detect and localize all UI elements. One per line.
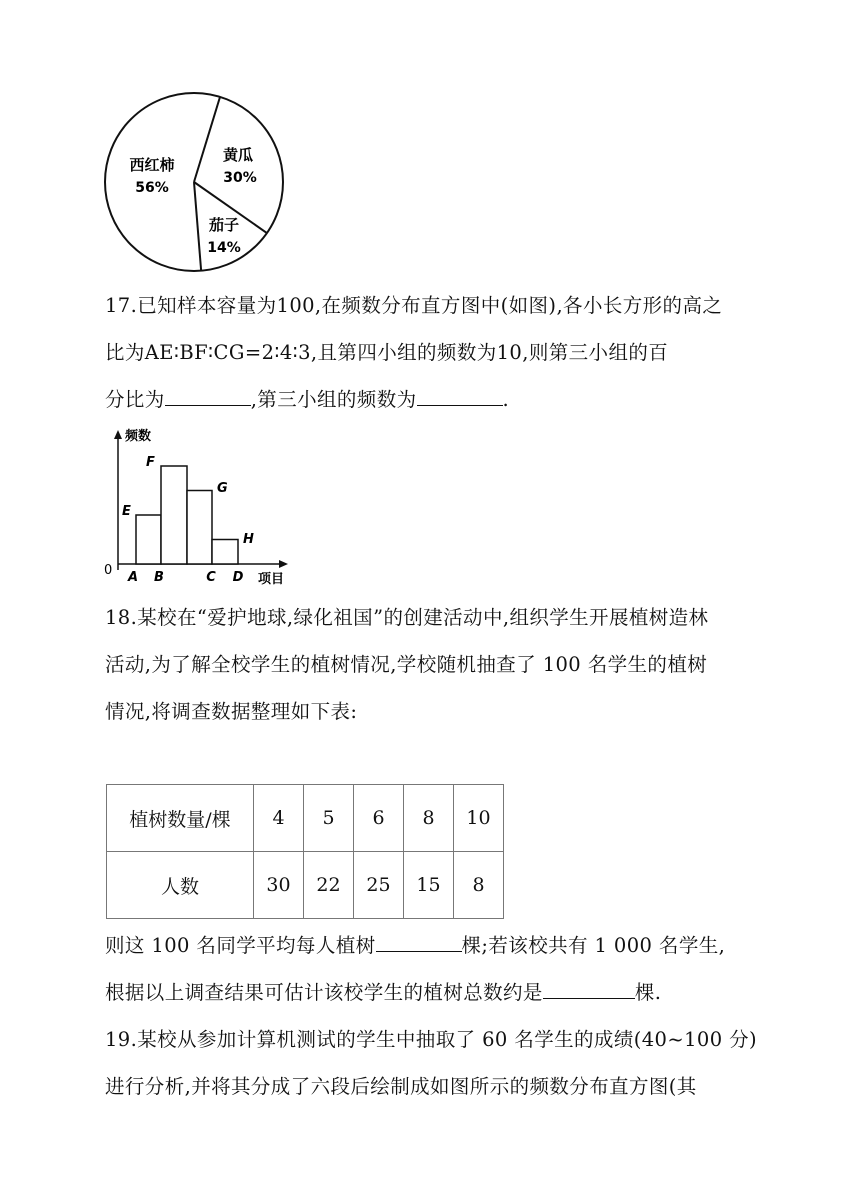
question-19 — [105, 1016, 795, 1110]
q19-line-1: 19.某校从参加计算机测试的学生中抽取了 60 名学生的成绩(40~100 分) — [105, 1028, 758, 1051]
q18-line-2: 活动,为了解全校学生的植树情况,学校随机抽查了 100 名学生的植树 — [105, 653, 708, 676]
q18-answer-blank-2[interactable] — [543, 976, 635, 999]
bar-vertex-label: H — [243, 532, 254, 547]
table-cell: 4 — [254, 785, 304, 852]
table-cell: 6 — [354, 785, 404, 852]
vegetable-pie-chart — [0, 0, 861, 290]
x-axis-label: 项目 — [258, 572, 285, 587]
table-header-people: 人数 — [107, 852, 254, 919]
question-17 — [105, 282, 795, 423]
table-row — [107, 785, 504, 852]
y-axis-label: 频数 — [125, 429, 152, 444]
origin-label: 0 — [104, 563, 113, 578]
y-axis-arrow — [114, 430, 122, 439]
q17-text-a: 分比为 — [105, 388, 165, 411]
q17-answer-blank-1[interactable] — [165, 383, 251, 406]
bar-vertex-label: F — [146, 455, 155, 470]
x-axis-arrow — [279, 560, 288, 568]
bar-vertex-label: E — [122, 504, 131, 519]
table-cell: 5 — [304, 785, 354, 852]
pie-label-cucumber: 黄瓜 — [222, 146, 254, 164]
question-18-continued — [105, 922, 795, 1016]
x-tick-label: A — [127, 570, 139, 585]
q18-after-text-b: 棵;若该校共有 1 000 名学生, — [461, 934, 726, 957]
pie-percent-eggplant: 14% — [207, 240, 241, 256]
q18-answer-blank-1[interactable] — [376, 929, 462, 952]
pie-percent-tomato: 56% — [135, 180, 169, 196]
q18-after-line-1 — [105, 922, 795, 969]
histogram-bar — [212, 540, 238, 565]
table-cell: 22 — [304, 852, 354, 919]
table-cell: 10 — [454, 785, 504, 852]
tree-planting-table — [106, 784, 504, 919]
q18-after-text-a: 则这 100 名同学平均每人植树 — [105, 934, 376, 957]
q17-line-3 — [105, 376, 795, 423]
frequency-histogram — [0, 428, 861, 588]
q18-line-1: 18.某校在“爱护地球,绿化祖国”的创建活动中,组织学生开展植树造林 — [105, 606, 709, 629]
histogram-bar — [187, 491, 212, 565]
x-tick-label: D — [232, 570, 244, 585]
histogram-bar — [161, 466, 187, 564]
q17-line-2: 比为AE∶BF∶CG=2∶4∶3,且第四小组的频数为10,则第三小组的百 — [105, 341, 669, 364]
pie-label-eggplant: 茄子 — [208, 216, 240, 234]
q19-line-2: 进行分析,并将其分成了六段后绘制成如图所示的频数分布直方图(其 — [105, 1075, 697, 1098]
table-cell: 30 — [254, 852, 304, 919]
q17-text-c: . — [502, 388, 510, 411]
q17-answer-blank-2[interactable] — [417, 383, 503, 406]
table-header-trees: 植树数量/棵 — [107, 785, 254, 852]
x-tick-label: C — [206, 570, 216, 585]
q18-after-line-2 — [105, 969, 795, 1016]
q17-text-b: ,第三小组的频数为 — [250, 388, 417, 411]
table-cell: 25 — [354, 852, 404, 919]
q18-after-text-c: 根据以上调查结果可估计该校学生的植树总数约是 — [105, 981, 543, 1004]
q18-after-text-d: 棵. — [634, 981, 662, 1004]
x-tick-label: B — [154, 570, 164, 585]
table-row — [107, 852, 504, 919]
pie-label-tomato: 西红柿 — [129, 156, 175, 174]
pie-percent-cucumber: 30% — [223, 170, 257, 186]
q18-line-3: 情况,将调查数据整理如下表: — [105, 700, 358, 723]
table-cell: 8 — [404, 785, 454, 852]
histogram-bar — [136, 515, 161, 564]
question-18 — [105, 594, 795, 735]
table-cell: 15 — [404, 852, 454, 919]
bar-vertex-label: G — [217, 481, 228, 496]
q17-line-1: 17.已知样本容量为100,在频数分布直方图中(如图),各小长方形的高之 — [105, 294, 723, 317]
table-cell: 8 — [454, 852, 504, 919]
